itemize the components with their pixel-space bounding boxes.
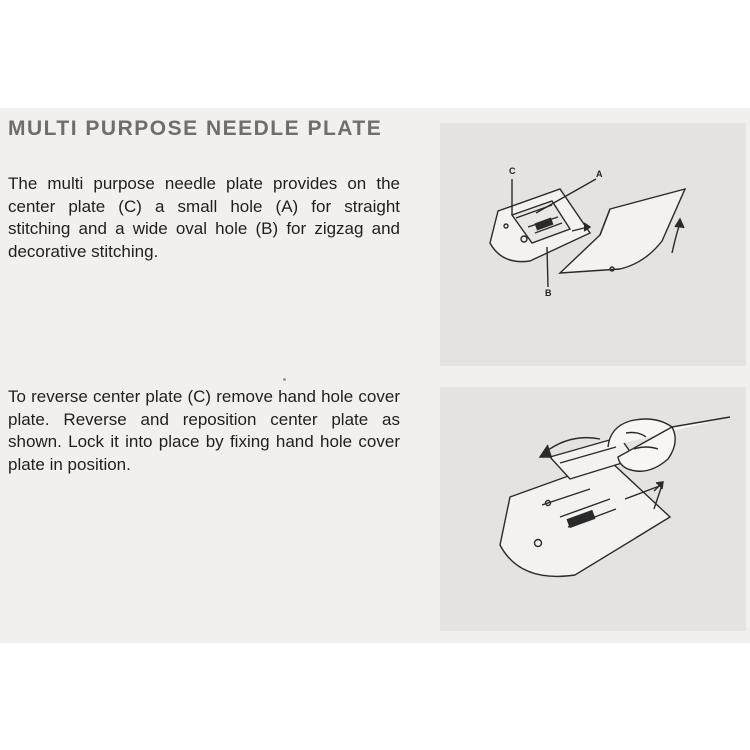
reverse-plate-illustration (440, 387, 746, 631)
label-c: C (509, 166, 516, 176)
paragraph-plate-description: The multi purpose needle plate provides on the center plate (C) a small hole (A) for straight stitching and a wide oval hole (B) for zigzag and decorative stitching. (8, 174, 400, 261)
print-speck (283, 378, 286, 381)
page-title: MULTI PURPOSE NEEDLE PLATE (8, 117, 383, 140)
needle-plate-illustration (440, 123, 746, 366)
label-b: B (545, 288, 552, 298)
figure-reverse-plate (440, 387, 746, 631)
paragraph-reverse-instructions: To reverse center plate (C) remove hand hole cover plate. Reverse and reposition center plate as shown. Lock it into place by fixing hand hole cover plate in position. (8, 387, 400, 474)
label-a: A (596, 169, 603, 179)
figure-needle-plate (440, 123, 746, 366)
